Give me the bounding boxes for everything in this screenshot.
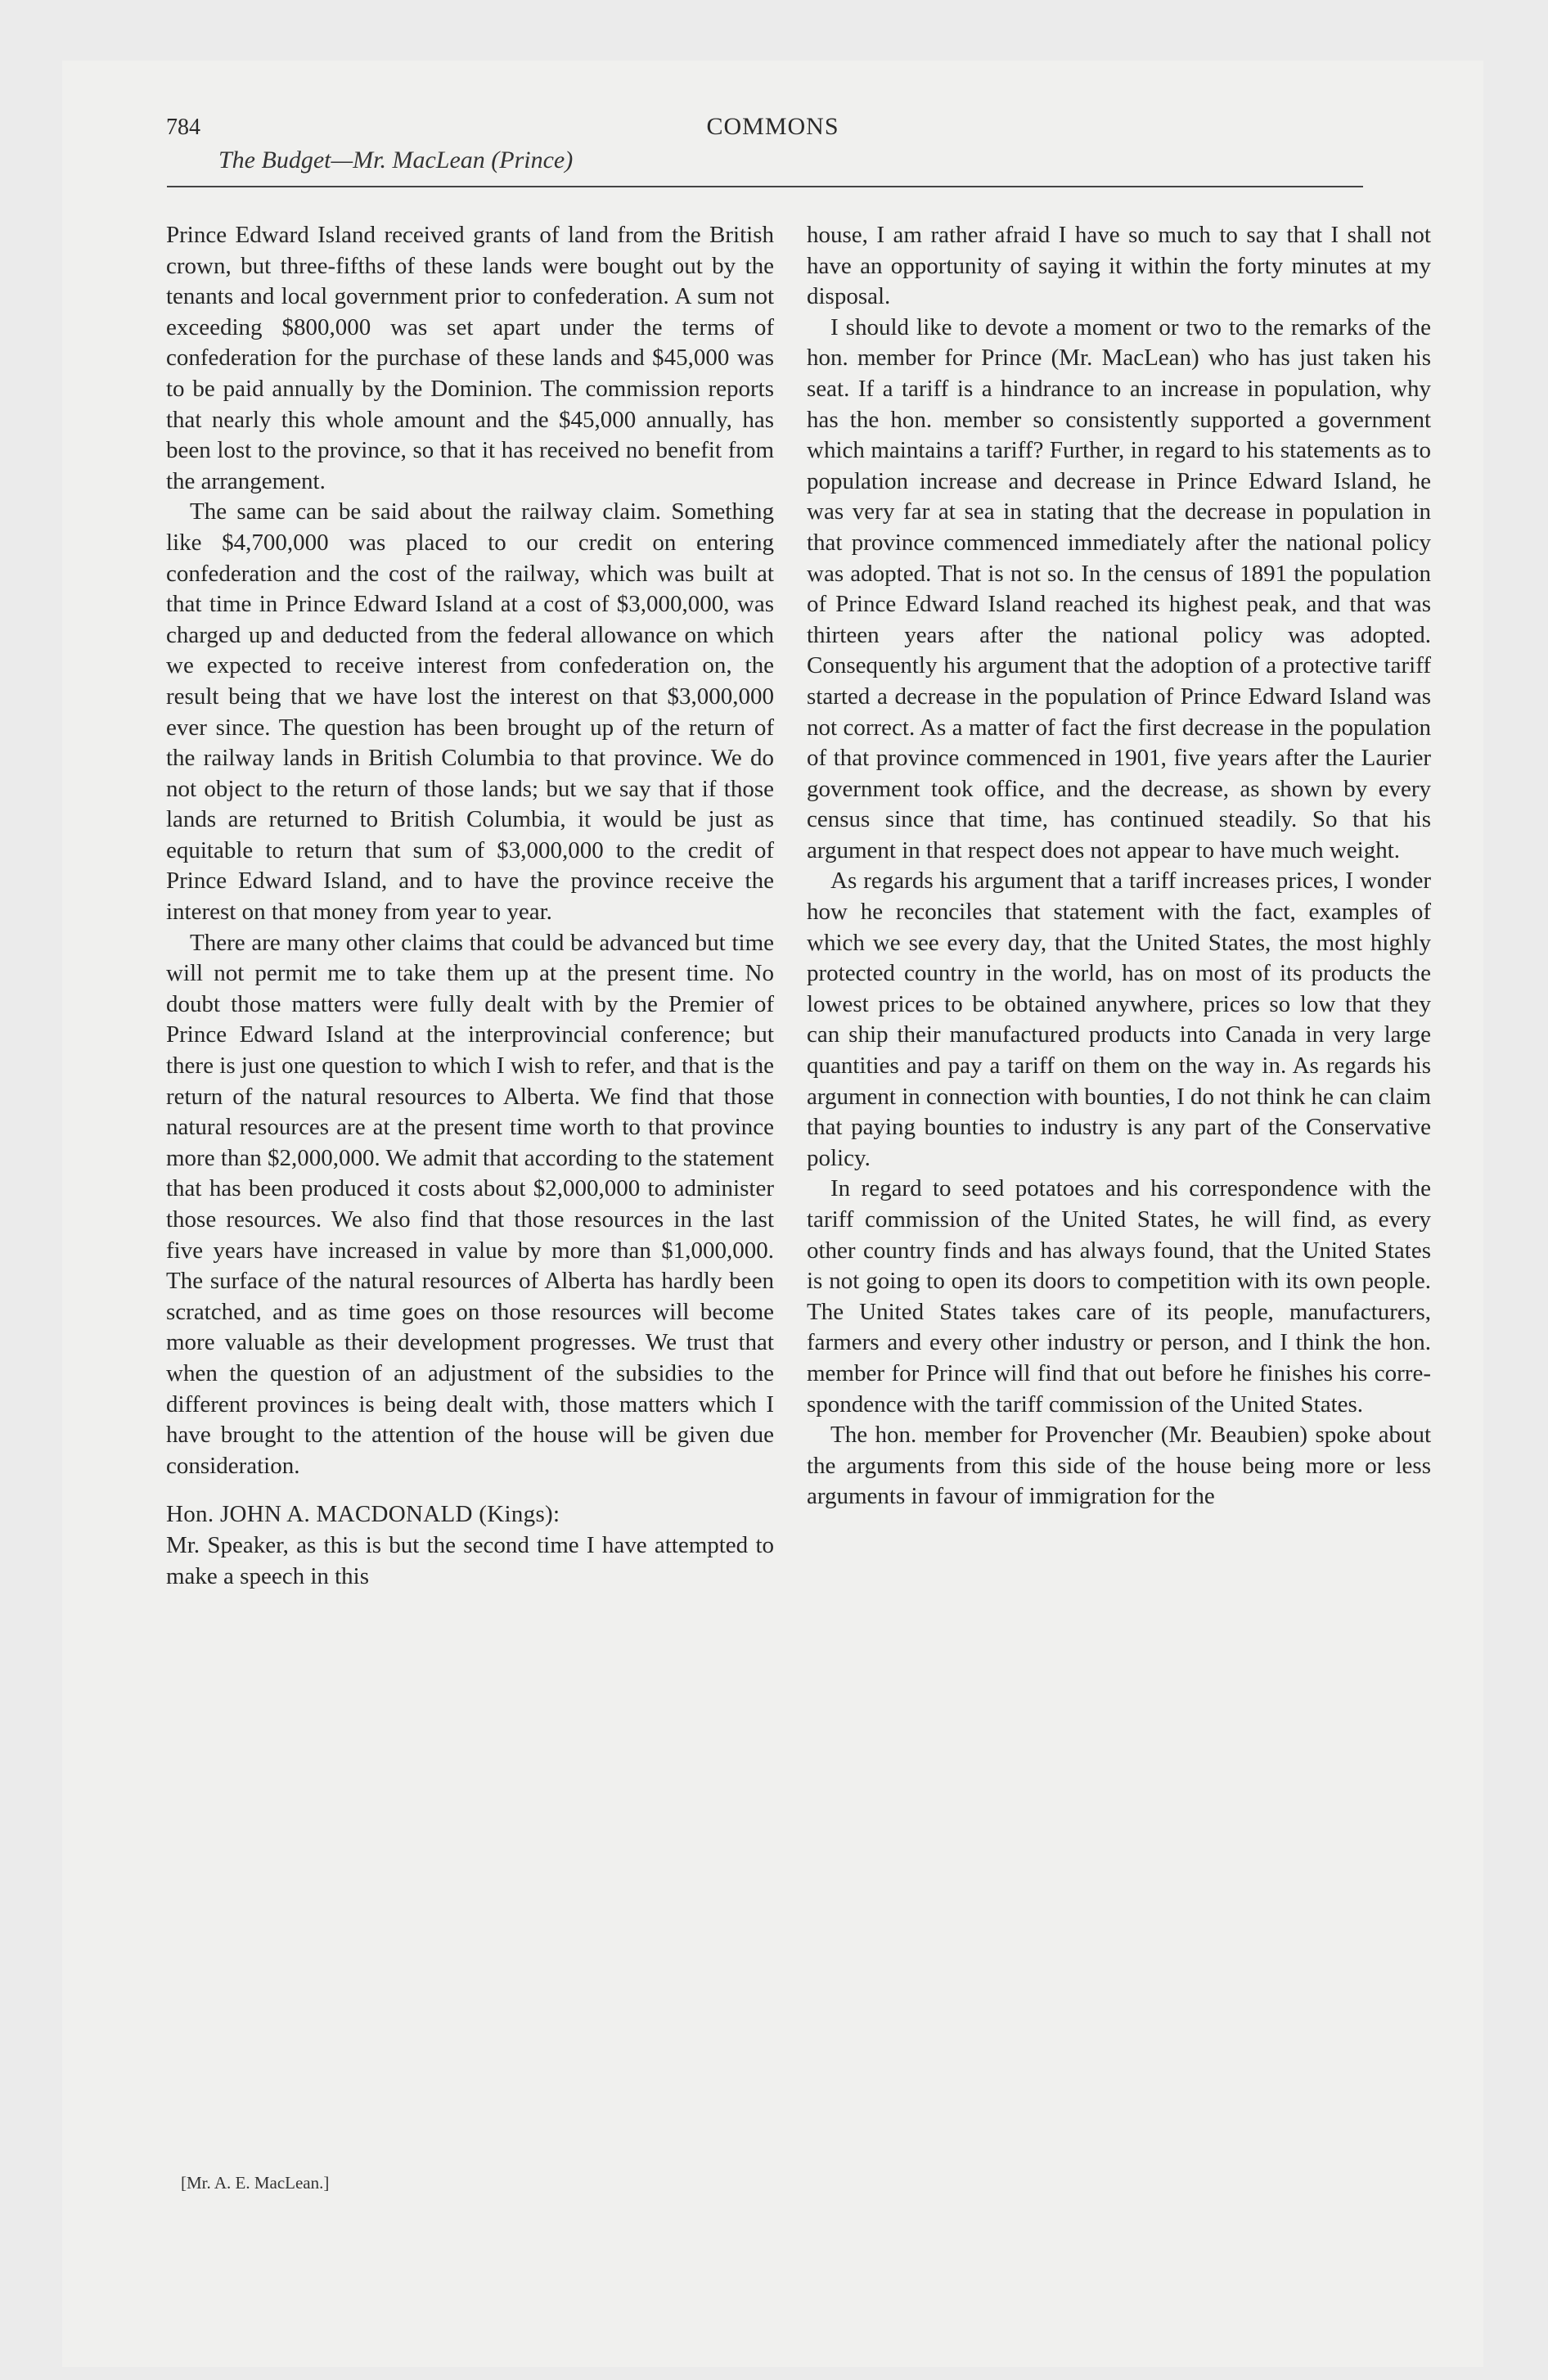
paragraph: The hon. member for Provencher (Mr. Beaubien) spoke about the arguments from this side of the house being more or less arguments in favour of immigration for the bbox=[807, 1422, 1431, 1510]
paragraph: Mr. Speaker, as this is but the second time I have attempted to make a speech in this bbox=[166, 1531, 774, 1589]
paragraph: As regards his argument that a tariff increases prices, I wonder how he reconciles that statement with the fact, examples of which we see every day, that the United States, the most highly protected country in the world, has on most of its products the lowest prices to be obtained anywhere, prices so low that they can ship their manufactured products into Canada in very large quantities and pay a tariff on them on the way in. As regards his argument in connection with bounties, I do not think he can claim that paying bounties to industry is any part of the Conservative policy. bbox=[807, 868, 1431, 1171]
paragraph: I should like to devote a moment or two to the remarks of the hon. member for Prince (Mr. MacLean) who has just taken his seat. If a tariff is a hindrance to an increase in population, why has the hon. member so consistently supported a government which maintains a tariff? Further, in regard to his statements as to population increase and decrease in Prince Edward Island, he was very far at sea in stating that the decrease in population in that province commenced immediately after the national policy was adopted. That is not so. In the census of 1891 the population of Prince Edward Island reached its highest peak, and that was thirteen years after the national policy was adopted. Consequently his argument that the adoption of a protective tariff started a decrease in the population of Prince Edward Island was not correct. As a matter of fact the first decrease in the population of that province commenced in 1901, five years after the Laurier government took office, and the decrease, as shown by every census since that time, has continued steadily. So that his argument in that respect does not appear to have much weight. bbox=[807, 313, 1431, 863]
page-number: 784 bbox=[166, 115, 200, 140]
left-column bbox=[166, 220, 774, 1592]
paragraph: In regard to seed potatoes and his correspondence with the tariff commission of the United States, he will find, as every other country finds and has always found, that the United States is not going to open its doors to competition with its own people. The United States takes care of its people, manufacturers, farmers and every other industry or person, and I think the hon. member for Prince will find that out before he finishes his correspondence with the tariff commission of the United States. bbox=[807, 1175, 1431, 1418]
paragraph: There are many other claims that could be advanced but time will not permit me to take them up at the present time. No doubt those matters were fully dealt with by the Premier of Prince Edward Island at the interprovincial conference; but there is just one question to which I wish to refer, and that is the return of the natural resources to Alberta. We find that those natural resources are at the present time worth to that province more than $2,000,000. We admit that according to the statement that has been produced it costs about $2,000,000 to administer those resources. We also find that those resources in the last five years have increased in value by more than $1,000,000. The surface of the natural resources of Alberta has hardly been scratched, and as time goes on those resources will become more valuable as their development progresses. We trust that when the question of an adjustment of the subsidies to the different provinces is being dealt with, those matters which I have brought to the attention of the house will be given due consideration. bbox=[166, 929, 774, 1479]
right-column bbox=[807, 220, 1431, 1512]
running-head: COMMONS bbox=[706, 113, 839, 140]
speaker-name: Hon. JOHN A. MACDONALD (Kings): bbox=[166, 1501, 560, 1528]
page-header bbox=[62, 61, 1483, 200]
hansard-page bbox=[62, 61, 1483, 2367]
paragraph: The same can be said about the railway claim. Something like $4,700,000 was placed to our credit on entering confederation and the cost of the railway, which was built at that time in Prince Edward Island at a cost of $3,000,000, was charged up and deducted from the federal allowance on which we expected to receive interest from confederation on, the result being that we have lost the interest on that $3,000,000 ever since. The question has been brought up of the return of the railway lands in British Columbia to that province. We do not object to the return of those lands; but we say that if those lands are returned to British Columbia, it would be just as equitable to return that sum of $3,000,000 to the credit of Prince Edward Island, and to have the province receive the interest on that money from year to year. bbox=[166, 498, 774, 926]
paragraph: house, I am rather afraid I have so much to say that I shall not have an opportunity of saying it within the forty minutes at my disposal. bbox=[807, 222, 1431, 310]
header-rule bbox=[167, 186, 1363, 187]
speaker-heading bbox=[166, 1499, 774, 1530]
section-subhead: The Budget—Mr. MacLean (Prince) bbox=[218, 146, 574, 174]
paragraph: Prince Edward Island received grants of land from the British crown, but three-fifths of these lands were bought out by the tenants and local government prior to confederation. A sum not exceeding $800,000 was set apart under the terms of confederation for the purchase of these lands and $45,000 was to be paid annually by the Dominion. The commission reports that nearly this whole amount and the $45,000 annually, has been lost to the province, so that it has received no benefit from the arrangement. bbox=[166, 222, 774, 494]
footer-note: [Mr. A. E. MacLean.] bbox=[181, 2173, 330, 2193]
